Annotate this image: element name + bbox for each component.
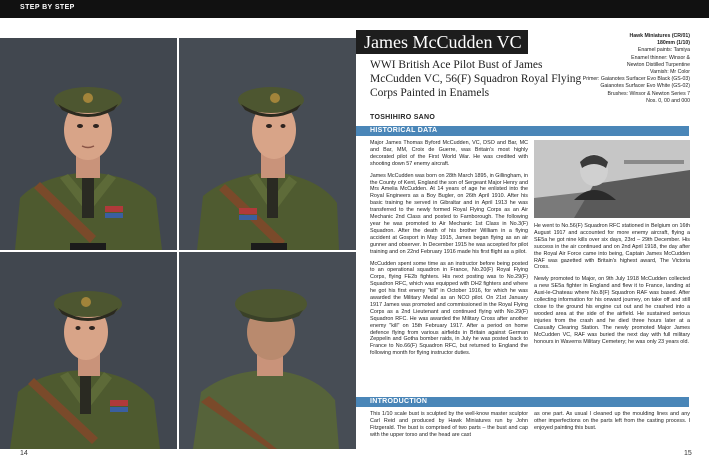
paragraph: James McCudden was born on 28th March 1895, in Gillingham, in the County of Kent, England the son of Sergeant Major Henry and Mrs Amelia McCudden. At 14 years of age he enlisted into the Royal Engineers as a Boy Bugler, on 26th April 1910. After his basic training he served in Gibraltar and in April 1913 he was transferred to the newly formed Royal Flying Corps as an Air Mechanic 2nd Class and posted to Farnborough. The following year he was promoted to Air Mechanic 1st Class in No.3(F) Squadron. After the death of his brother William in a flying accident at Gosport in May 1915, James began flying as an air gunner and observer. In December 1915 he was accepted for pilot training and on 22nd February 1916 made his first flight as a pilot. <box>370 172 528 255</box>
paragraph: Major James Thomas Byford McCudden, VC, DSO and Bar, MC and Bar, MM, Croix de Guerre, was Britain's most highly decorated pilot of the First World War. He was credited with shooting down 57 enemy aircraft. <box>370 140 528 167</box>
materials-line: Varnish: Mr Color <box>650 69 690 76</box>
materials-line: Newton Distilled Turpentine <box>626 61 690 68</box>
historical-column-1 <box>370 140 528 362</box>
bust-left-side-view-icon <box>0 252 177 449</box>
historical-data-heading: HISTORICAL DATA <box>370 127 438 134</box>
materials-line: Enamel paints: Tamiya <box>637 47 690 54</box>
introduction-heading: INTRODUCTION <box>370 398 428 405</box>
historical-column-2 <box>534 223 690 350</box>
materials-line: Gaianotes Surfacer Evo White (GS-02) <box>600 83 690 90</box>
step-by-step-label: STEP BY STEP <box>20 4 75 11</box>
article-subtitle: WWI British Ace Pilot Bust of James McCudden VC, 56(F) Squadron Royal Flying Corps Painted in Enamels <box>370 59 582 99</box>
author-name: TOSHIHIRO SANO <box>370 114 436 121</box>
bust-front-view-icon <box>0 38 177 250</box>
page-number-left: 14 <box>20 450 28 457</box>
title-banner <box>356 30 528 54</box>
introduction-column-1 <box>370 411 528 444</box>
materials-list <box>560 33 690 105</box>
bust-photo-three-quarter <box>179 38 356 250</box>
introduction-heading-bar <box>356 397 689 407</box>
paragraph: as one part. As usual I cleaned up the moulding lines and any other imperfections on the parts left from the casting process. I enjoyed painting this bust. <box>534 411 690 431</box>
paragraph: He went to No.56(F) Squadron RFC stationed in Belgium on 16th August 1917 and accounted for more enemy aircraft, flying a SE5a he got nine kills over six days, 23rd – 29th December. His success in the air continued and on 2nd April 1918, the day after the Royal Air Force came into being, Captain James McCudden RAF was gazetted with Britain's highest award, The Victoria Cross. <box>534 223 690 271</box>
bust-photo-left-side <box>0 252 177 449</box>
bust-photo-front <box>0 38 177 250</box>
bust-back-view-icon <box>179 252 356 449</box>
page-number-right: 15 <box>684 450 692 457</box>
bust-photo-back <box>179 252 356 449</box>
historical-data-heading-bar <box>356 126 689 136</box>
top-bar <box>0 0 709 18</box>
paragraph: Newly promoted to Major, on 9th July 1918 McCudden collected a new SE5a fighter in England and flew it to France, landing at Auxi-le-Chateau where No.8(F) Squadron RAF was based. After collecting information for his onward journey, on take off and still close to the ground his engine cut out and he crashed into a wooded area at the side of the airfield. He sustained serious injuries from the crash and he died three hours later at a Casualty Clearing Station. The newly promoted Major James McCudden VC, RAF was buried the next day with full military honours in Waverns Military Cemetery; he was only 23 years old. <box>534 276 690 345</box>
materials-line: Brushes: Winsor & Newton Series 7 <box>607 90 690 97</box>
materials-line: Hawk Miniatures (CR/01) <box>629 33 690 39</box>
pilot-photo <box>534 140 690 218</box>
materials-line: Primer: Gaianotes Surfacer Evo Black (GS-03) <box>582 76 690 83</box>
materials-line: 180mm (1/10) <box>657 40 690 47</box>
paragraph: This 1/10 scale bust is sculpted by the well-know master sculptor Carl Reid and produced by Hawk Miniatures run by John Fitzgerald. The bust is comprised of two parts – the bust and cap with the upper torso and the head are cast <box>370 411 528 438</box>
article-title: James McCudden VC <box>364 32 522 52</box>
materials-line: Nos. 0, 00 and 000 <box>646 97 690 104</box>
bust-three-quarter-view-icon <box>179 38 356 250</box>
paragraph: McCudden spent some time as an instructor before being posted to an operational squadron in France, No.20(F) Royal Flying Corps, flying FE2b fighters. His next posting was to No.29(F) Squadron RFC, which was equipped with DH2 fighters and where he got his first enemy "kill" in October 1916, for which he was awarded the Military Medal as an NCO pilot. On 21st January 1917 James was promoted and commissioned in the Royal Flying Corps as a 2nd Lieutenant and continued flying with No.29(F) Squadron RFC. He was awarded the Military Cross after another enemy "kill" on 15th February 1917. After a period on home defence flying from various airfields in Britain against German Zeppelin and Gotha bomber raids, in July he was posted back to France to No.66(F) Squadron RFC, but returned to England the following month for flying instructor duties. <box>370 260 528 357</box>
materials-line: Enamel thinner: Winsor & <box>631 54 690 61</box>
pilot-in-cockpit-photo-icon <box>534 140 690 218</box>
introduction-column-2 <box>534 411 690 437</box>
